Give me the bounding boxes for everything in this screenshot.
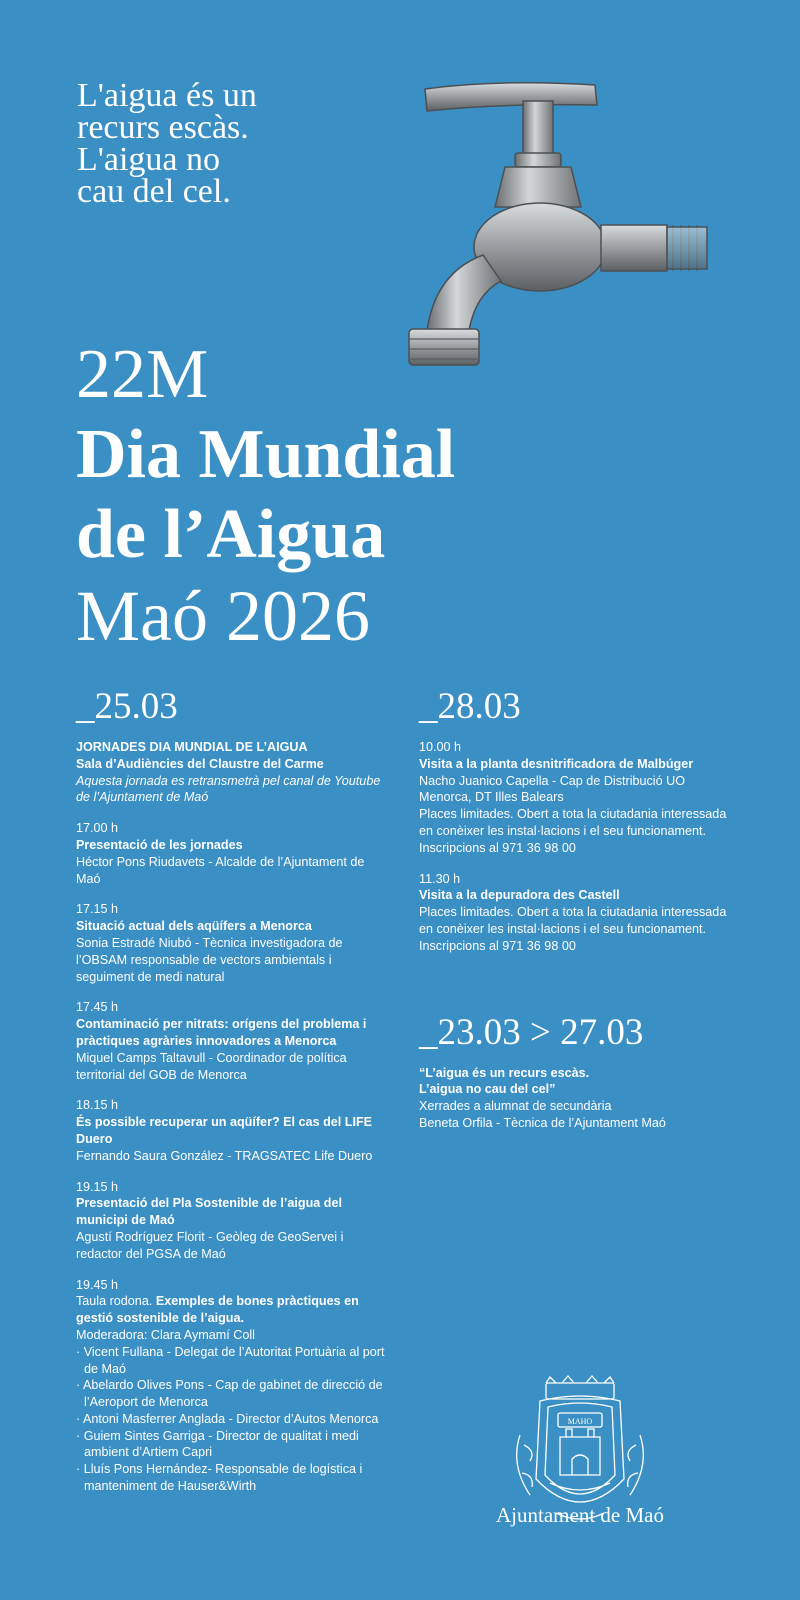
tagline-line: L'aigua és un xyxy=(77,77,257,114)
roundtable-title-line xyxy=(76,1293,391,1327)
panelist: · Antoni Masferrer Anglada - Director d’Autos Menorca xyxy=(76,1411,379,1426)
session-title: Presentació de les jornades xyxy=(76,837,243,852)
session-time: 10.00 h xyxy=(419,740,462,754)
session-time: 19.15 h xyxy=(76,1179,119,1194)
roundtable-moderator: Moderadora: Clara Aymamí Coll xyxy=(76,1327,255,1342)
session-time: 11.30 h xyxy=(419,871,461,886)
session-detail: Miquel Camps Taltavull - Coordinador de política territorial del GOB de Menorca xyxy=(76,1050,347,1082)
session-detail: Places limitades. Obert a tota la ciutadania interessada en conèixer les instal·lacions i el seu funcionament. Inscripcions al 971 36 98 00 xyxy=(419,905,727,953)
session-title: Situació actual dels aqüífers a Menorca xyxy=(76,919,312,934)
panelist: · Vicent Fullana - Delegat de l’Autoritat Portuària al port de Maó xyxy=(76,1344,385,1376)
session-title: Presentació del Pla Sostenible de l’aigua del municipi de Maó xyxy=(76,1196,342,1228)
day-title: JORNADES DIA MUNDIAL DE L’AIGUA xyxy=(76,740,308,754)
session-title: Contaminació per nitrats: orígens del problema i pràctiques agràries innovadores a Menorca xyxy=(76,1017,367,1048)
panelist: · Guiem Sintes Garriga - Director de qualitat i medi ambient d’Artiem Capri xyxy=(76,1428,359,1460)
session-detail: Héctor Pons Riudavets - Alcalde de l’Ajuntament de Maó xyxy=(76,854,365,886)
program-range-23-27 xyxy=(419,1011,739,1132)
panelist: · Abelardo Olives Pons - Cap de gabinet de direcció de l’Aeroport de Menorca xyxy=(76,1378,383,1410)
title-date: 22M xyxy=(76,336,209,413)
session-detail: Agustí Rodríguez Florit - Geòleg de GeoServei i redactor del PGSA de Maó xyxy=(76,1229,344,1261)
session-time: 17.00 h xyxy=(76,821,119,836)
session xyxy=(76,1179,391,1263)
day-venue: Sala d’Audiències del Claustre del Carme xyxy=(76,756,324,771)
tagline-line: cau del cel. xyxy=(77,173,231,210)
title-line: Dia Mundial xyxy=(76,416,456,493)
organization-name: Ajuntament de Maó xyxy=(496,1503,664,1527)
title-place-year: Maó 2026 xyxy=(76,576,370,656)
session-title: “L’aigua és un recurs escàs. xyxy=(419,1065,590,1080)
roundtable-title: Exemples de bones pràctiques en gestió sostenible de l’aigua. xyxy=(76,1294,359,1326)
session-title: Visita a la depuradora des Castell xyxy=(419,888,620,903)
event-title xyxy=(76,335,676,657)
date-heading: _23.03 > 27.03 xyxy=(419,1011,644,1053)
session-detail: Fernando Saura González - TRAGSATEC Life Duero xyxy=(76,1148,373,1163)
day-note: Aquesta jornada es retransmetrà pel canal de Youtube de l’Ajuntament de Maó xyxy=(76,773,381,805)
session-time: 17.45 h xyxy=(76,1000,119,1015)
session xyxy=(419,871,739,955)
session-title: És possible recuperar un aqüífer? El cas del LIFE Duero xyxy=(76,1115,373,1146)
session-detail: Places limitades. Obert a tota la ciutadania interessada en conèixer les instal·lacions i el seu funcionament. Inscripcions al 971 36 98 00 xyxy=(419,807,727,855)
session-time: 17.15 h xyxy=(76,902,119,917)
session-title: L’aigua no cau del cel” xyxy=(419,1082,556,1097)
session-time: 19.45 h xyxy=(76,1277,119,1292)
roundtable-session xyxy=(76,1277,391,1495)
title-line: de l’Aigua xyxy=(76,496,386,573)
session xyxy=(419,1065,739,1132)
day-header xyxy=(76,739,391,806)
session-detail: Nacho Juanico Capella - Cap de Distribució UO Menorca, DT Illes Balears xyxy=(419,773,685,805)
session xyxy=(76,820,391,887)
panelist: · Lluís Pons Hernández- Responsable de logística i manteniment de Hauser&Wirth xyxy=(76,1462,363,1494)
tagline xyxy=(77,77,377,210)
roundtable-prefix: Taula rodona. xyxy=(76,1294,153,1309)
program-day-25-03 xyxy=(76,685,391,1509)
session-detail: Sonia Estradé Niubó - Tècnica investigadora de l’OBSAM responsable de vectors ambientals i seguiment de medi natural xyxy=(76,935,343,984)
tagline-line: L'aigua no xyxy=(77,141,221,178)
date-heading: _28.03 xyxy=(419,686,521,727)
date-heading: _25.03 xyxy=(76,686,178,727)
session xyxy=(76,901,391,985)
session xyxy=(419,739,739,857)
tagline-line: recurs escàs. xyxy=(77,109,249,146)
program-day-28-03 xyxy=(419,685,739,1146)
water-tap-icon xyxy=(405,75,735,375)
session xyxy=(76,999,391,1083)
seal-text: MAHO xyxy=(567,1417,593,1426)
session-detail: Beneta Orfila - Tècnica de l’Ajuntament Maó xyxy=(419,1115,666,1130)
session-detail: Xerrades a alumnat de secundària xyxy=(419,1099,612,1114)
session xyxy=(76,1097,391,1164)
session-title: Visita a la planta desnitrificadora de Malbúger xyxy=(419,756,694,771)
session-time: 18.15 h xyxy=(76,1098,119,1113)
